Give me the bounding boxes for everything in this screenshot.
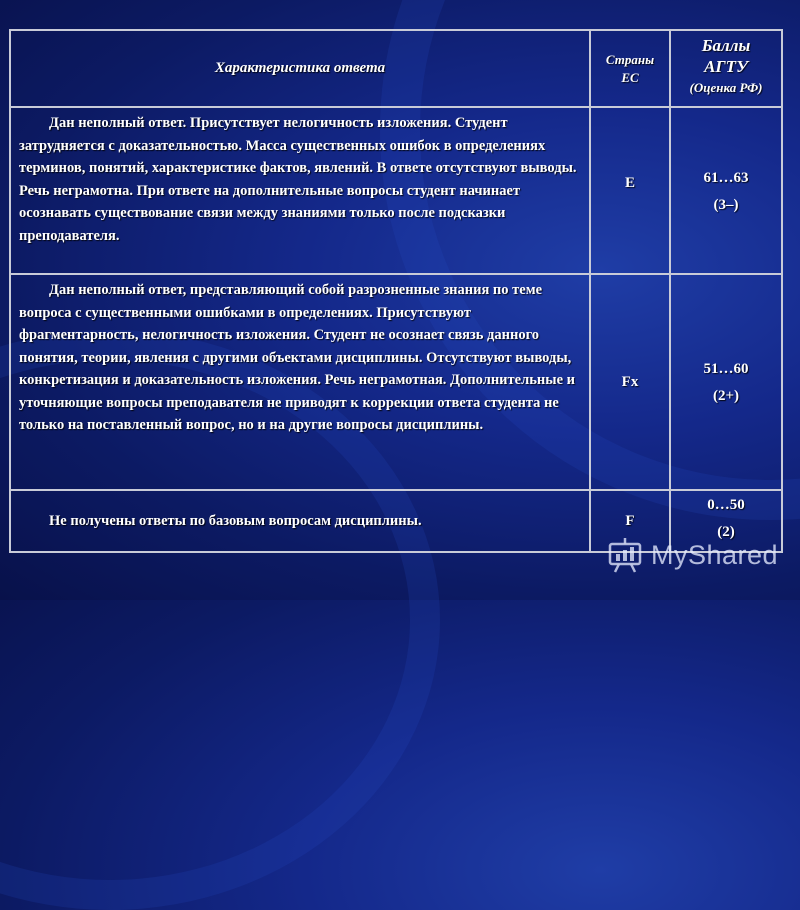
header-eu-line1: Страны	[605, 52, 655, 67]
row-rf-grade: (3–)	[713, 197, 739, 213]
row-eu-grade-text: Fx	[621, 373, 639, 390]
row-points: 51…60	[703, 361, 749, 377]
row-rf-grade: (2)	[717, 524, 735, 540]
row-eu-grade-text: E	[624, 175, 635, 191]
header-agtu-line1: Баллы	[701, 36, 751, 55]
row-description	[10, 274, 590, 490]
row-score	[670, 107, 782, 274]
row-description	[10, 107, 590, 274]
header-agtu-line3: (Оценка РФ)	[689, 80, 763, 95]
row-points: 61…63	[703, 170, 749, 186]
table-row	[10, 107, 782, 274]
myshared-logo-icon	[607, 536, 643, 574]
row-description	[10, 490, 590, 552]
header-agtu-points	[670, 30, 782, 107]
row-rf-grade: (2+)	[712, 388, 740, 404]
row-eu-grade-text: F	[625, 512, 635, 529]
myshared-logo-text: MyShared	[651, 539, 779, 570]
row-eu-grade	[590, 274, 670, 490]
row-eu-grade	[590, 107, 670, 274]
row-description-text: Дан неполный ответ. Присутствует нелогичность изложения. Студент затрудняется с доказательностью. Масса существенных ошибок в определениях терминов, понятий, характеристике фактов, явлений. В ответе отсутствуют выводы. Речь неграмотна. При ответе на дополнительные вопросы студент начинает осознавать существование связи между знаниями только после подсказки преподавателя.	[19, 115, 577, 244]
grading-table	[9, 29, 783, 553]
myshared-watermark	[607, 536, 778, 574]
row-points: 0…50	[707, 497, 745, 513]
row-description-text: Не получены ответы по базовым вопросам дисциплины.	[49, 512, 422, 529]
row-score	[670, 274, 782, 490]
header-eu-line2: ЕС	[621, 70, 639, 85]
header-eu-countries	[590, 30, 670, 107]
header-characteristic: Характеристика ответа	[10, 30, 590, 107]
table-row	[10, 274, 782, 490]
row-description-text: Дан неполный ответ, представляющий собой разрозненные знания по теме вопроса с существенными ошибками в определениях. Присутствуют фрагментарность, нелогичность изложения. Студент не осознает связь данного понятия, теории, явления с другими объектами дисциплины. Отсутствуют выводы, конкретизация и доказательность изложения. Речь неграмотная. Дополнительные и уточняющие вопросы преподавателя не приводят к коррекции ответа студента не только на поставленный вопрос, но и на другие вопросы дисциплины.	[19, 282, 575, 433]
table-header-row	[10, 30, 782, 107]
header-agtu-line2: АГТУ	[704, 57, 748, 76]
